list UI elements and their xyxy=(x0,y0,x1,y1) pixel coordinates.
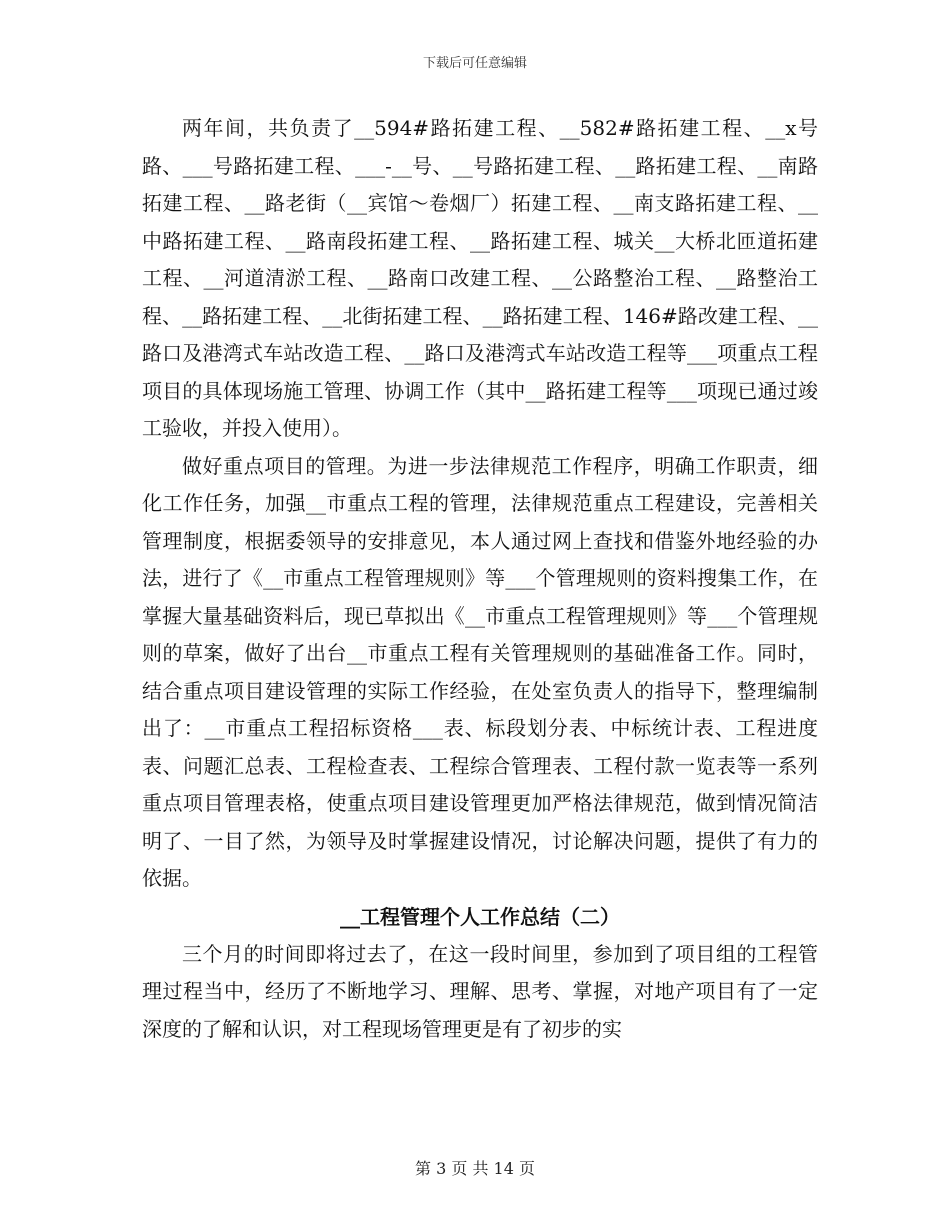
paragraph-management: 做好重点项目的管理。为进一步法律规范工作程序，明确工作职责，细化工作任务，加强__市重点工程的管理，法律规范重点工程建设，完善相关管理制度，根据委领导的安排意见，本人通过网上查找和借鉴外地经验的办法，进行了《__市重点工程管理规则》等___个管理规则的资料搜集工作，在掌握大量基础资料后，现已草拟出《__市重点工程管理规则》等___个管理规则的草案，做好了出台__市重点工程有关管理规则的基础准备工作。同时，结合重点项目建设管理的实际工作经验，在处室负责人的指导下，整理编制出了：__市重点工程招标资格___表、标段划分表、中标统计表、工程进度表、问题汇总表、工程检查表、工程综合管理表、工程付款一览表等一系列重点项目管理表格，使重点项目建设管理更加严格法律规范，做到情况简洁明了、一目了然，为领导及时掌握建设情况，讨论解决问题，提供了有力的依据。 xyxy=(142,453,818,890)
paragraph-projects: 两年间，共负责了__594#路拓建工程、__582#路拓建工程、__x号路、___号路拓建工程、___-__号、__号路拓建工程、__路拓建工程、__南路拓建工程、__路老街（__宾馆～卷烟厂）拓建工程、__南支路拓建工程、__中路拓建工程、__路南段拓建工程、__路拓建工程、城关__大桥北匝道拓建工程、__河道清淤工程、__路南口改建工程、__公路整治工程、__路整治工程、__路拓建工程、__北街拓建工程、__路拓建工程、146#路改建工程、__路口及港湾式车站改造工程、__路口及港湾式车站改造工程等___项重点工程项目的具体现场施工管理、协调工作（其中__路拓建工程等___项现已通过竣工验收，并投入使用）。 xyxy=(142,116,818,440)
page-number: 第 3 页 共 14 页 xyxy=(415,1159,535,1178)
header-note: 下载后可任意编辑 xyxy=(422,56,527,71)
document-body xyxy=(142,110,818,1048)
paragraph-summary-intro: 三个月的时间即将过去了，在这一段时间里，参加到了项目组的工程管理过程当中，经历了不断地学习、理解、思考、掌握，对地产项目有了一定深度的了解和认识，对工程现场管理更是有了初步的实 xyxy=(142,941,818,1041)
section-title: __工程管理个人工作总结（二） xyxy=(340,904,620,929)
